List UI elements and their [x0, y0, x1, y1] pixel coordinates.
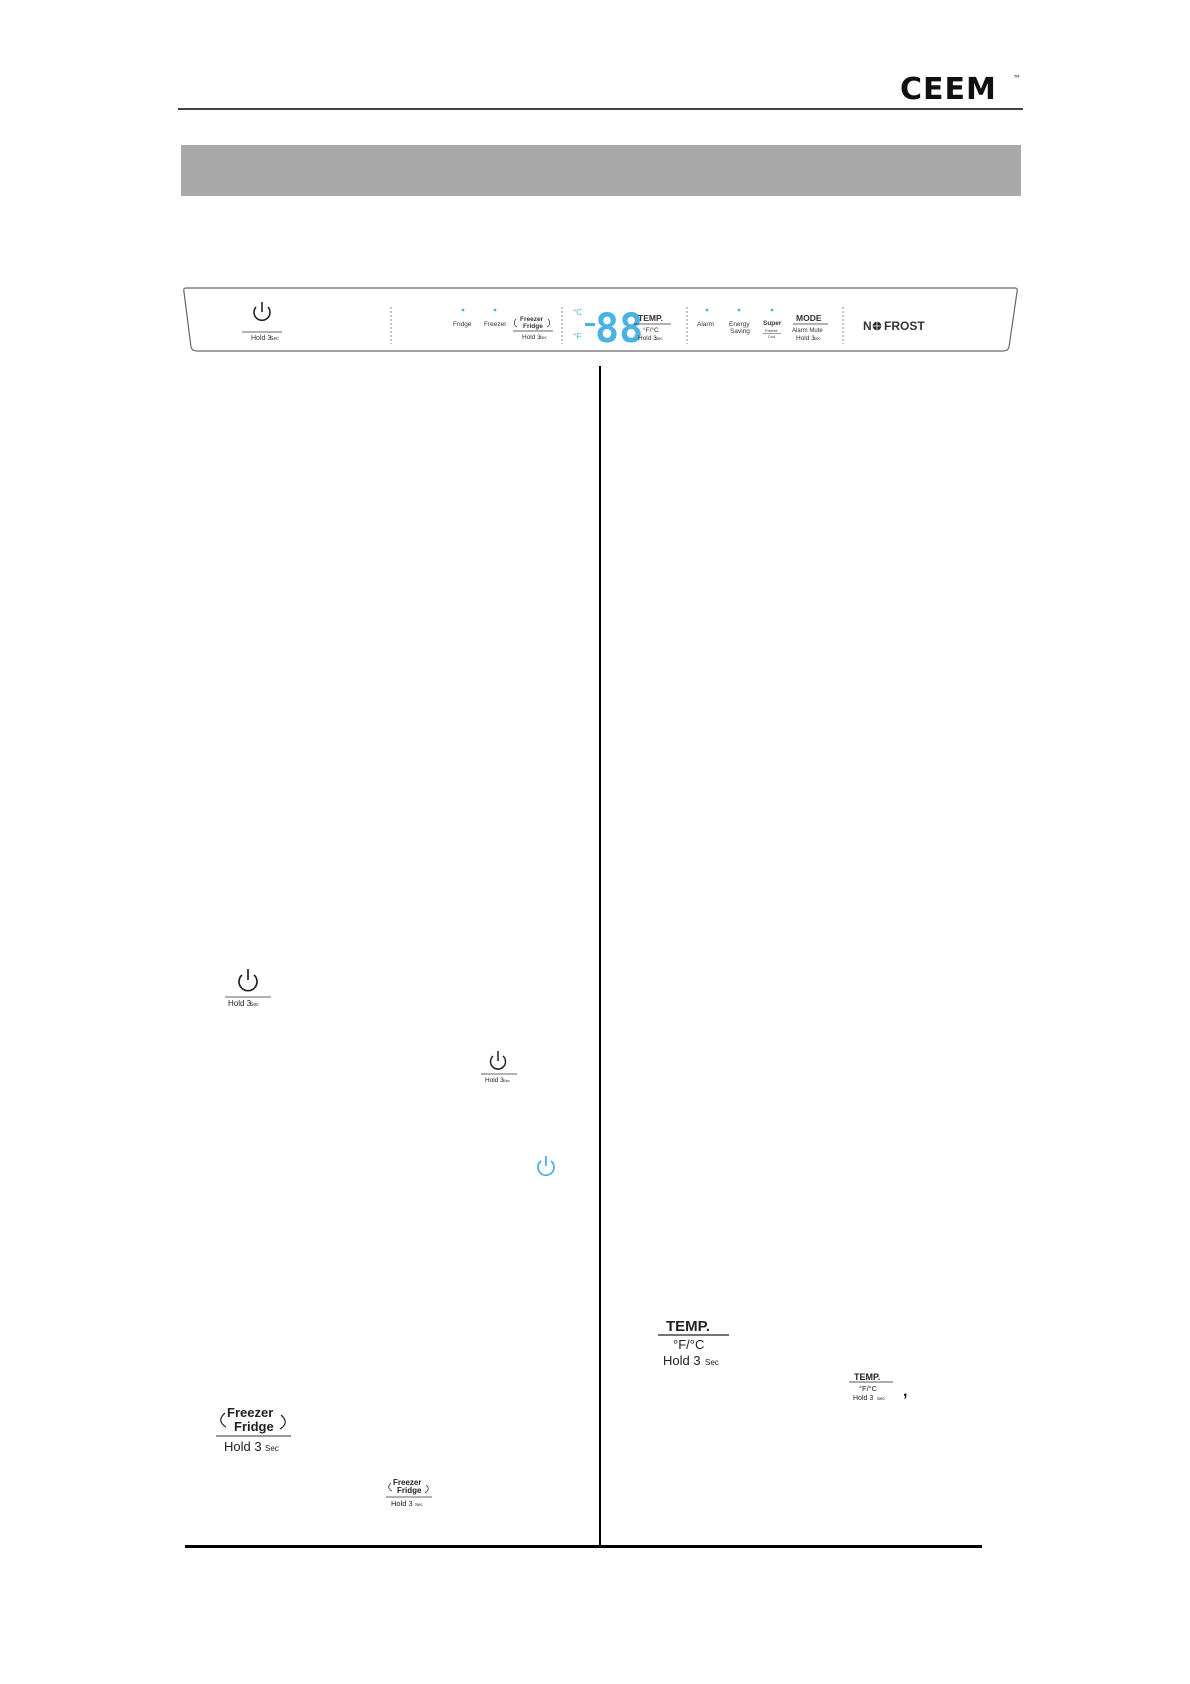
- svg-text:Freeze: Freeze: [765, 328, 778, 333]
- super-indicator-dot: [771, 309, 774, 312]
- temp-button-icon: [654, 1315, 734, 1371]
- svg-text:™: ™: [1013, 74, 1021, 83]
- svg-text:Sec: Sec: [270, 336, 279, 342]
- alarm-indicator-dot: [706, 309, 709, 312]
- svg-text:°F/°C: °F/°C: [673, 1337, 705, 1352]
- svg-text:Hold 3: Hold 3: [391, 1499, 413, 1508]
- svg-text:Hold 3: Hold 3: [228, 999, 252, 1008]
- temp-button-icon-small: [846, 1371, 896, 1405]
- zone-toggle-icon-small: [384, 1477, 434, 1513]
- svg-text:TEMP.: TEMP.: [666, 1318, 710, 1335]
- control-panel: [183, 287, 1018, 352]
- svg-text:Sec: Sec: [813, 336, 821, 341]
- svg-text:Freezer: Freezer: [393, 1478, 422, 1487]
- svg-text:FROST: FROST: [884, 319, 925, 333]
- freezer-indicator-dot: [494, 309, 497, 312]
- svg-text:Cool: Cool: [768, 335, 776, 339]
- svg-text:Hold 3: Hold 3: [251, 335, 272, 342]
- svg-text:88: 88: [595, 306, 644, 352]
- svg-text:Hold 3: Hold 3: [853, 1395, 874, 1402]
- svg-text:Freezer: Freezer: [227, 1405, 274, 1420]
- svg-text:N: N: [863, 319, 872, 333]
- svg-text:Saving: Saving: [730, 328, 750, 335]
- svg-text:Sec: Sec: [539, 335, 547, 340]
- svg-text:Freezer: Freezer: [484, 321, 507, 328]
- svg-text:°F: °F: [573, 332, 582, 341]
- footer-rule: [185, 1545, 982, 1548]
- svg-text:CEEM: CEEM: [900, 72, 997, 104]
- zone-toggle-icon: [213, 1403, 293, 1459]
- svg-text:Hold 3: Hold 3: [522, 334, 541, 341]
- svg-text:Sec: Sec: [415, 1502, 423, 1507]
- column-divider: [599, 366, 601, 1546]
- svg-text:Super: Super: [763, 320, 782, 327]
- svg-text:Hold 3: Hold 3: [663, 1353, 701, 1368]
- energy-indicator-dot: [738, 309, 741, 312]
- fridge-indicator-dot: [462, 309, 465, 312]
- svg-text:°F/°C: °F/°C: [859, 1384, 878, 1393]
- svg-text:TEMP.: TEMP.: [854, 1372, 881, 1382]
- svg-text:Sec: Sec: [503, 1078, 510, 1083]
- svg-text:TEMP.: TEMP.: [638, 313, 663, 323]
- svg-text:Sec: Sec: [655, 336, 663, 341]
- svg-text:Freezer: Freezer: [520, 316, 544, 323]
- svg-text:Hold 3: Hold 3: [638, 335, 657, 342]
- section-banner: [181, 145, 1021, 196]
- svg-text:Hold 3: Hold 3: [224, 1439, 262, 1454]
- svg-text:Energy: Energy: [729, 321, 750, 328]
- header-rule: [178, 108, 1023, 110]
- power-hold-icon-small: [478, 1050, 520, 1086]
- svg-text:Fridge: Fridge: [523, 323, 543, 330]
- svg-text:Sec: Sec: [250, 1002, 259, 1008]
- svg-text:°C: °C: [573, 308, 582, 317]
- minus-segment: [585, 323, 595, 326]
- svg-text:MODE: MODE: [796, 313, 822, 323]
- power-icon-blue: [533, 1154, 559, 1180]
- swap-arrow-icon: [221, 1413, 226, 1427]
- svg-text:Sec: Sec: [877, 1396, 885, 1401]
- comma: ,: [903, 1383, 908, 1400]
- svg-text:Fridge: Fridge: [397, 1486, 422, 1495]
- power-hold-icon: [222, 967, 274, 1009]
- svg-text:Sec: Sec: [705, 1358, 719, 1367]
- ceem-logo: [900, 72, 1025, 104]
- svg-text:Sec: Sec: [265, 1444, 279, 1453]
- svg-text:Alarm: Alarm: [697, 321, 714, 328]
- svg-text:Alarm Mute: Alarm Mute: [792, 328, 823, 334]
- svg-text:Fridge: Fridge: [234, 1419, 274, 1434]
- svg-text:Hold 3: Hold 3: [796, 335, 815, 342]
- svg-text:Fridge: Fridge: [453, 321, 472, 328]
- svg-text:°F/°C: °F/°C: [643, 327, 659, 334]
- svg-text:Hold 3: Hold 3: [485, 1077, 504, 1084]
